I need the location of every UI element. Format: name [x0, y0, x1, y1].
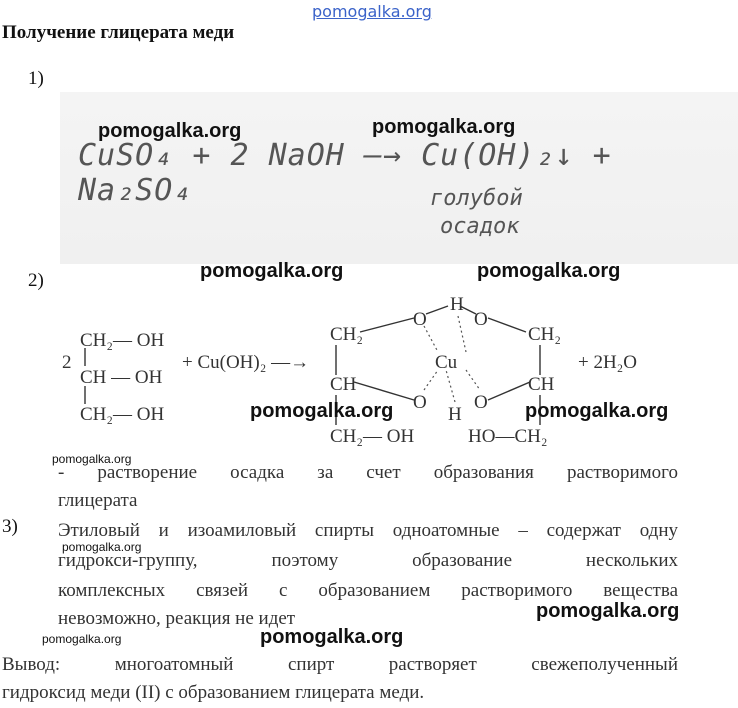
- reagent-and-arrow: + Cu(OH)₂ —→: [182, 352, 310, 373]
- complex-left-bottom: CH₂— OH: [330, 426, 415, 447]
- page-title: Получение глицерата меди: [2, 22, 235, 43]
- handwritten-note-line1: голубой: [430, 186, 523, 211]
- watermark-7: pomogalka.org: [536, 600, 680, 622]
- explanation-line-1: - растворение осадка за счет образования растворимого: [58, 462, 678, 483]
- watermark-3: pomogalka.org: [200, 260, 344, 282]
- step-3-line-3: комплексных связей с образованием растворимого вещества: [58, 580, 678, 601]
- watermark-8: pomogalka.org: [260, 626, 404, 648]
- step-1-number: 1): [28, 68, 44, 89]
- complex-top-h: H: [450, 294, 464, 315]
- step-3-line-1: Этиловый и изоамиловый спирты одноатомные – содержат одну: [58, 520, 678, 541]
- handwritten-note-line2: осадок: [440, 214, 520, 239]
- complex-bottom-right-o: O: [474, 392, 488, 413]
- complex-bottom-left-o: O: [413, 392, 427, 413]
- watermark-5: pomogalka.org: [250, 400, 394, 422]
- conclusion-line-2: гидроксид меди (II) с образованием глицерата меди.: [2, 682, 425, 703]
- complex-bottom-h: H: [448, 404, 462, 425]
- glycerol-row-2: CH — OH: [80, 367, 163, 388]
- glycerol-bonds: [80, 328, 92, 428]
- step-3-line-2: гидрокси-группу, поэтому образование нескольких: [58, 550, 678, 571]
- complex-left-ch: CH: [330, 374, 357, 395]
- glycerol-row-3: CH₂— OH: [80, 404, 165, 425]
- complex-right-ch2: CH₂: [528, 324, 562, 345]
- watermark-top-link[interactable]: pomogalka.org: [312, 2, 432, 21]
- complex-right-bottom: HO—CH₂: [468, 426, 548, 447]
- glycerol-row-1: CH₂— OH: [80, 330, 165, 351]
- watermark-4: pomogalka.org: [477, 260, 621, 282]
- watermark-small-1: pomogalka.org: [52, 452, 132, 466]
- complex-top-right-o: O: [474, 309, 488, 330]
- step-3-number: 3): [2, 516, 18, 537]
- watermark-2: pomogalka.org: [372, 116, 516, 138]
- complex-left-ch2: CH₂: [330, 324, 364, 345]
- watermark-6: pomogalka.org: [525, 400, 669, 422]
- glycerol-coefficient: 2: [62, 352, 72, 373]
- complex-cu: Cu: [435, 352, 458, 373]
- step-3-line-4: невозможно, реакция не идет: [58, 608, 296, 629]
- watermark-small-3: pomogalka.org: [42, 632, 122, 646]
- conclusion-line-1: Вывод: многоатомный спирт растворяет свежеполученный: [2, 654, 678, 675]
- step-2-number: 2): [28, 270, 44, 291]
- complex-top-left-o: O: [413, 309, 427, 330]
- watermark-small-2: pomogalka.org: [62, 540, 142, 554]
- product-water: + 2H₂O: [578, 352, 638, 373]
- handwritten-equation: CuSO₄ + 2 NaOH —→ Cu(OH)₂↓ + Na₂SO₄: [78, 138, 612, 208]
- explanation-line-2: глицерата: [58, 490, 138, 511]
- watermark-1: pomogalka.org: [98, 120, 242, 142]
- complex-right-ch: CH: [528, 374, 555, 395]
